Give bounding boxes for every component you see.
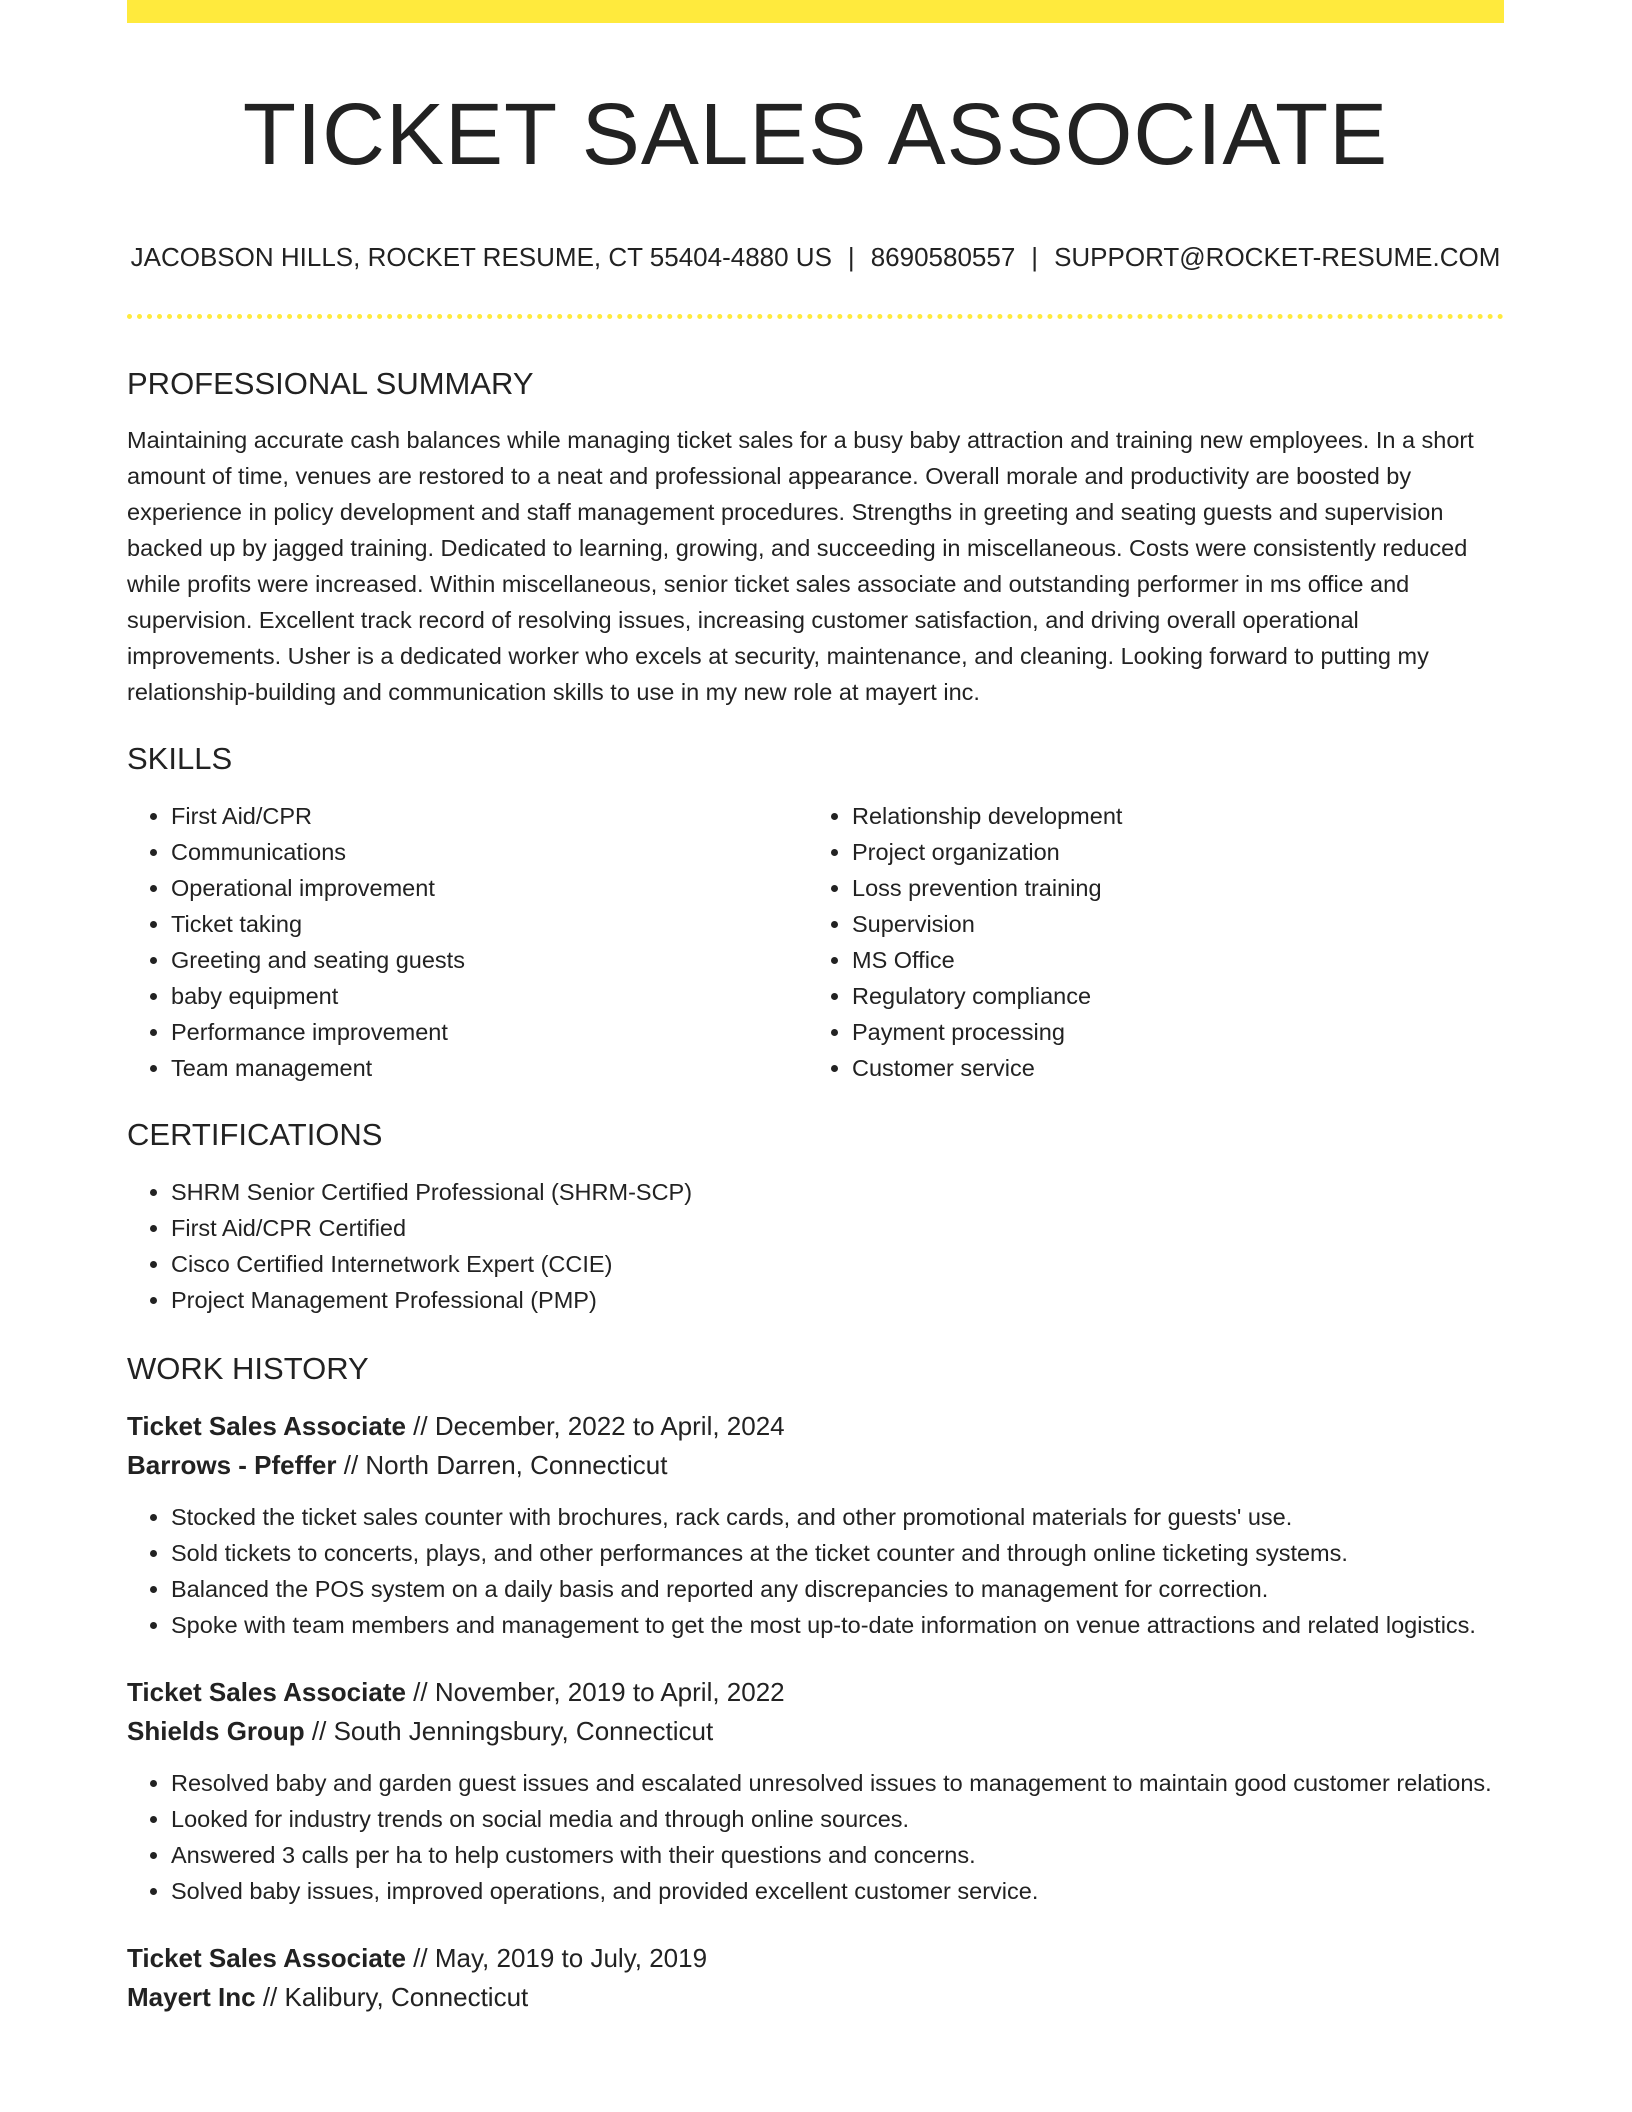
job-entry (127, 1407, 1504, 1643)
duty-item: • Looked for industry trends on social media and through online sources. (171, 1801, 1504, 1837)
duty-item: • Answered 3 calls per ha to help customers with their questions and concerns. (171, 1837, 1504, 1873)
job-title-line (127, 1407, 1504, 1446)
skills-column-right (823, 798, 1504, 1086)
certifications-heading: CERTIFICATIONS (127, 1116, 383, 1152)
job-duties-list (127, 1499, 1504, 1643)
skill-item: • Team management (171, 1050, 823, 1086)
skill-item: • baby equipment (171, 978, 823, 1014)
skill-item: • Ticket taking (171, 906, 823, 942)
resume-title: TICKET SALES ASSOCIATE (242, 86, 1389, 183)
contact-line (127, 242, 1504, 273)
job-location: // Kalibury, Connecticut (255, 1982, 529, 2013)
job-role: Ticket Sales Associate (127, 1943, 406, 1974)
duty-item: • Sold tickets to concerts, plays, and other performances at the ticket counter and through online ticketing systems. (171, 1535, 1504, 1571)
job-company-line (127, 1712, 1504, 1751)
resume-page (127, 0, 1504, 2017)
skills-column-left (127, 798, 823, 1086)
job-duties-list (127, 1765, 1504, 1909)
work-history-heading: WORK HISTORY (127, 1351, 369, 1387)
skill-item: • Payment processing (852, 1014, 1504, 1050)
job-role: Ticket Sales Associate (127, 1411, 406, 1442)
skill-item: • First Aid/CPR (171, 798, 823, 834)
skills-list (127, 798, 1504, 1086)
job-location: // North Darren, Connecticut (336, 1450, 668, 1481)
job-title-line (127, 1673, 1504, 1712)
duty-item: • Spoke with team members and management to get the most up-to-date information on venue attractions and related logistics. (171, 1607, 1504, 1643)
job-company: Shields Group (127, 1716, 305, 1747)
skill-item: • Greeting and seating guests (171, 942, 823, 978)
skills-heading: SKILLS (127, 740, 233, 776)
contact-email: SUPPORT@ROCKET-RESUME.COM (1054, 242, 1501, 273)
job-company: Barrows - Pfeffer (127, 1450, 337, 1481)
certification-item: • First Aid/CPR Certified (171, 1210, 1504, 1246)
certifications-list (127, 1174, 1504, 1318)
duty-item: • Stocked the ticket sales counter with brochures, rack cards, and other promotional materials for guests' use. (171, 1499, 1504, 1535)
job-dates: // December, 2022 to April, 2024 (405, 1411, 785, 1442)
skill-item: • Relationship development (852, 798, 1504, 834)
skill-item: • Performance improvement (171, 1014, 823, 1050)
job-dates: // May, 2019 to July, 2019 (405, 1943, 708, 1974)
summary-text: Maintaining accurate cash balances while managing ticket sales for a busy baby attraction and training new employees. In a short amount of time, venues are restored to a neat and professional appearance. Overall morale and productivity are boosted by experience in policy development and staff management procedures. Strengths in greeting and seating guests and supervision backed up by jagged training. Dedicated to learning, growing, and succeeding in miscellaneous. Costs were consistently reduced while profits were increased. Within miscellaneous, senior ticket sales associate and outstanding performer in ms office and supervision. Excellent track record of resolving issues, increasing customer satisfaction, and driving overall operational improvements. Usher is a dedicated worker who excels at security, maintenance, and cleaning. Looking forward to putting my relationship-building and communication skills to use in my new role at mayert inc. (127, 426, 1474, 705)
job-company: Mayert Inc (127, 1982, 256, 2013)
skill-item: • Operational improvement (171, 870, 823, 906)
duty-item: • Solved baby issues, improved operations, and provided excellent customer service. (171, 1873, 1504, 1909)
skill-item: • Project organization (852, 834, 1504, 870)
skill-item: • MS Office (852, 942, 1504, 978)
skill-item: • Loss prevention training (852, 870, 1504, 906)
contact-phone: 8690580557 (870, 242, 1016, 273)
job-title-line (127, 1939, 1504, 1978)
job-role: Ticket Sales Associate (127, 1677, 406, 1708)
job-company-line (127, 1978, 1504, 2017)
job-entry (127, 1673, 1504, 1909)
contact-address: JACOBSON HILLS, ROCKET RESUME, CT 55404-4880 US (130, 242, 832, 273)
certification-item: • Project Management Professional (PMP) (171, 1282, 1504, 1318)
skill-item: • Regulatory compliance (852, 978, 1504, 1014)
dotted-divider (127, 314, 1504, 319)
job-entry (127, 1939, 1504, 2017)
certification-item: • Cisco Certified Internetwork Expert (CCIE) (171, 1246, 1504, 1282)
skill-item: • Supervision (852, 906, 1504, 942)
contact-separator: | (847, 242, 855, 273)
job-location: // South Jenningsbury, Connecticut (304, 1716, 714, 1747)
duty-item: • Resolved baby and garden guest issues and escalated unresolved issues to management to maintain good customer relations. (171, 1765, 1504, 1801)
skill-item: • Communications (171, 834, 823, 870)
job-dates: // November, 2019 to April, 2022 (405, 1677, 785, 1708)
top-accent-bar (127, 0, 1504, 23)
job-company-line (127, 1446, 1504, 1485)
skill-item: • Customer service (852, 1050, 1504, 1086)
contact-separator: | (1031, 242, 1039, 273)
summary-heading: PROFESSIONAL SUMMARY (127, 365, 534, 401)
certification-item: • SHRM Senior Certified Professional (SHRM-SCP) (171, 1174, 1504, 1210)
duty-item: • Balanced the POS system on a daily basis and reported any discrepancies to management for correction. (171, 1571, 1504, 1607)
